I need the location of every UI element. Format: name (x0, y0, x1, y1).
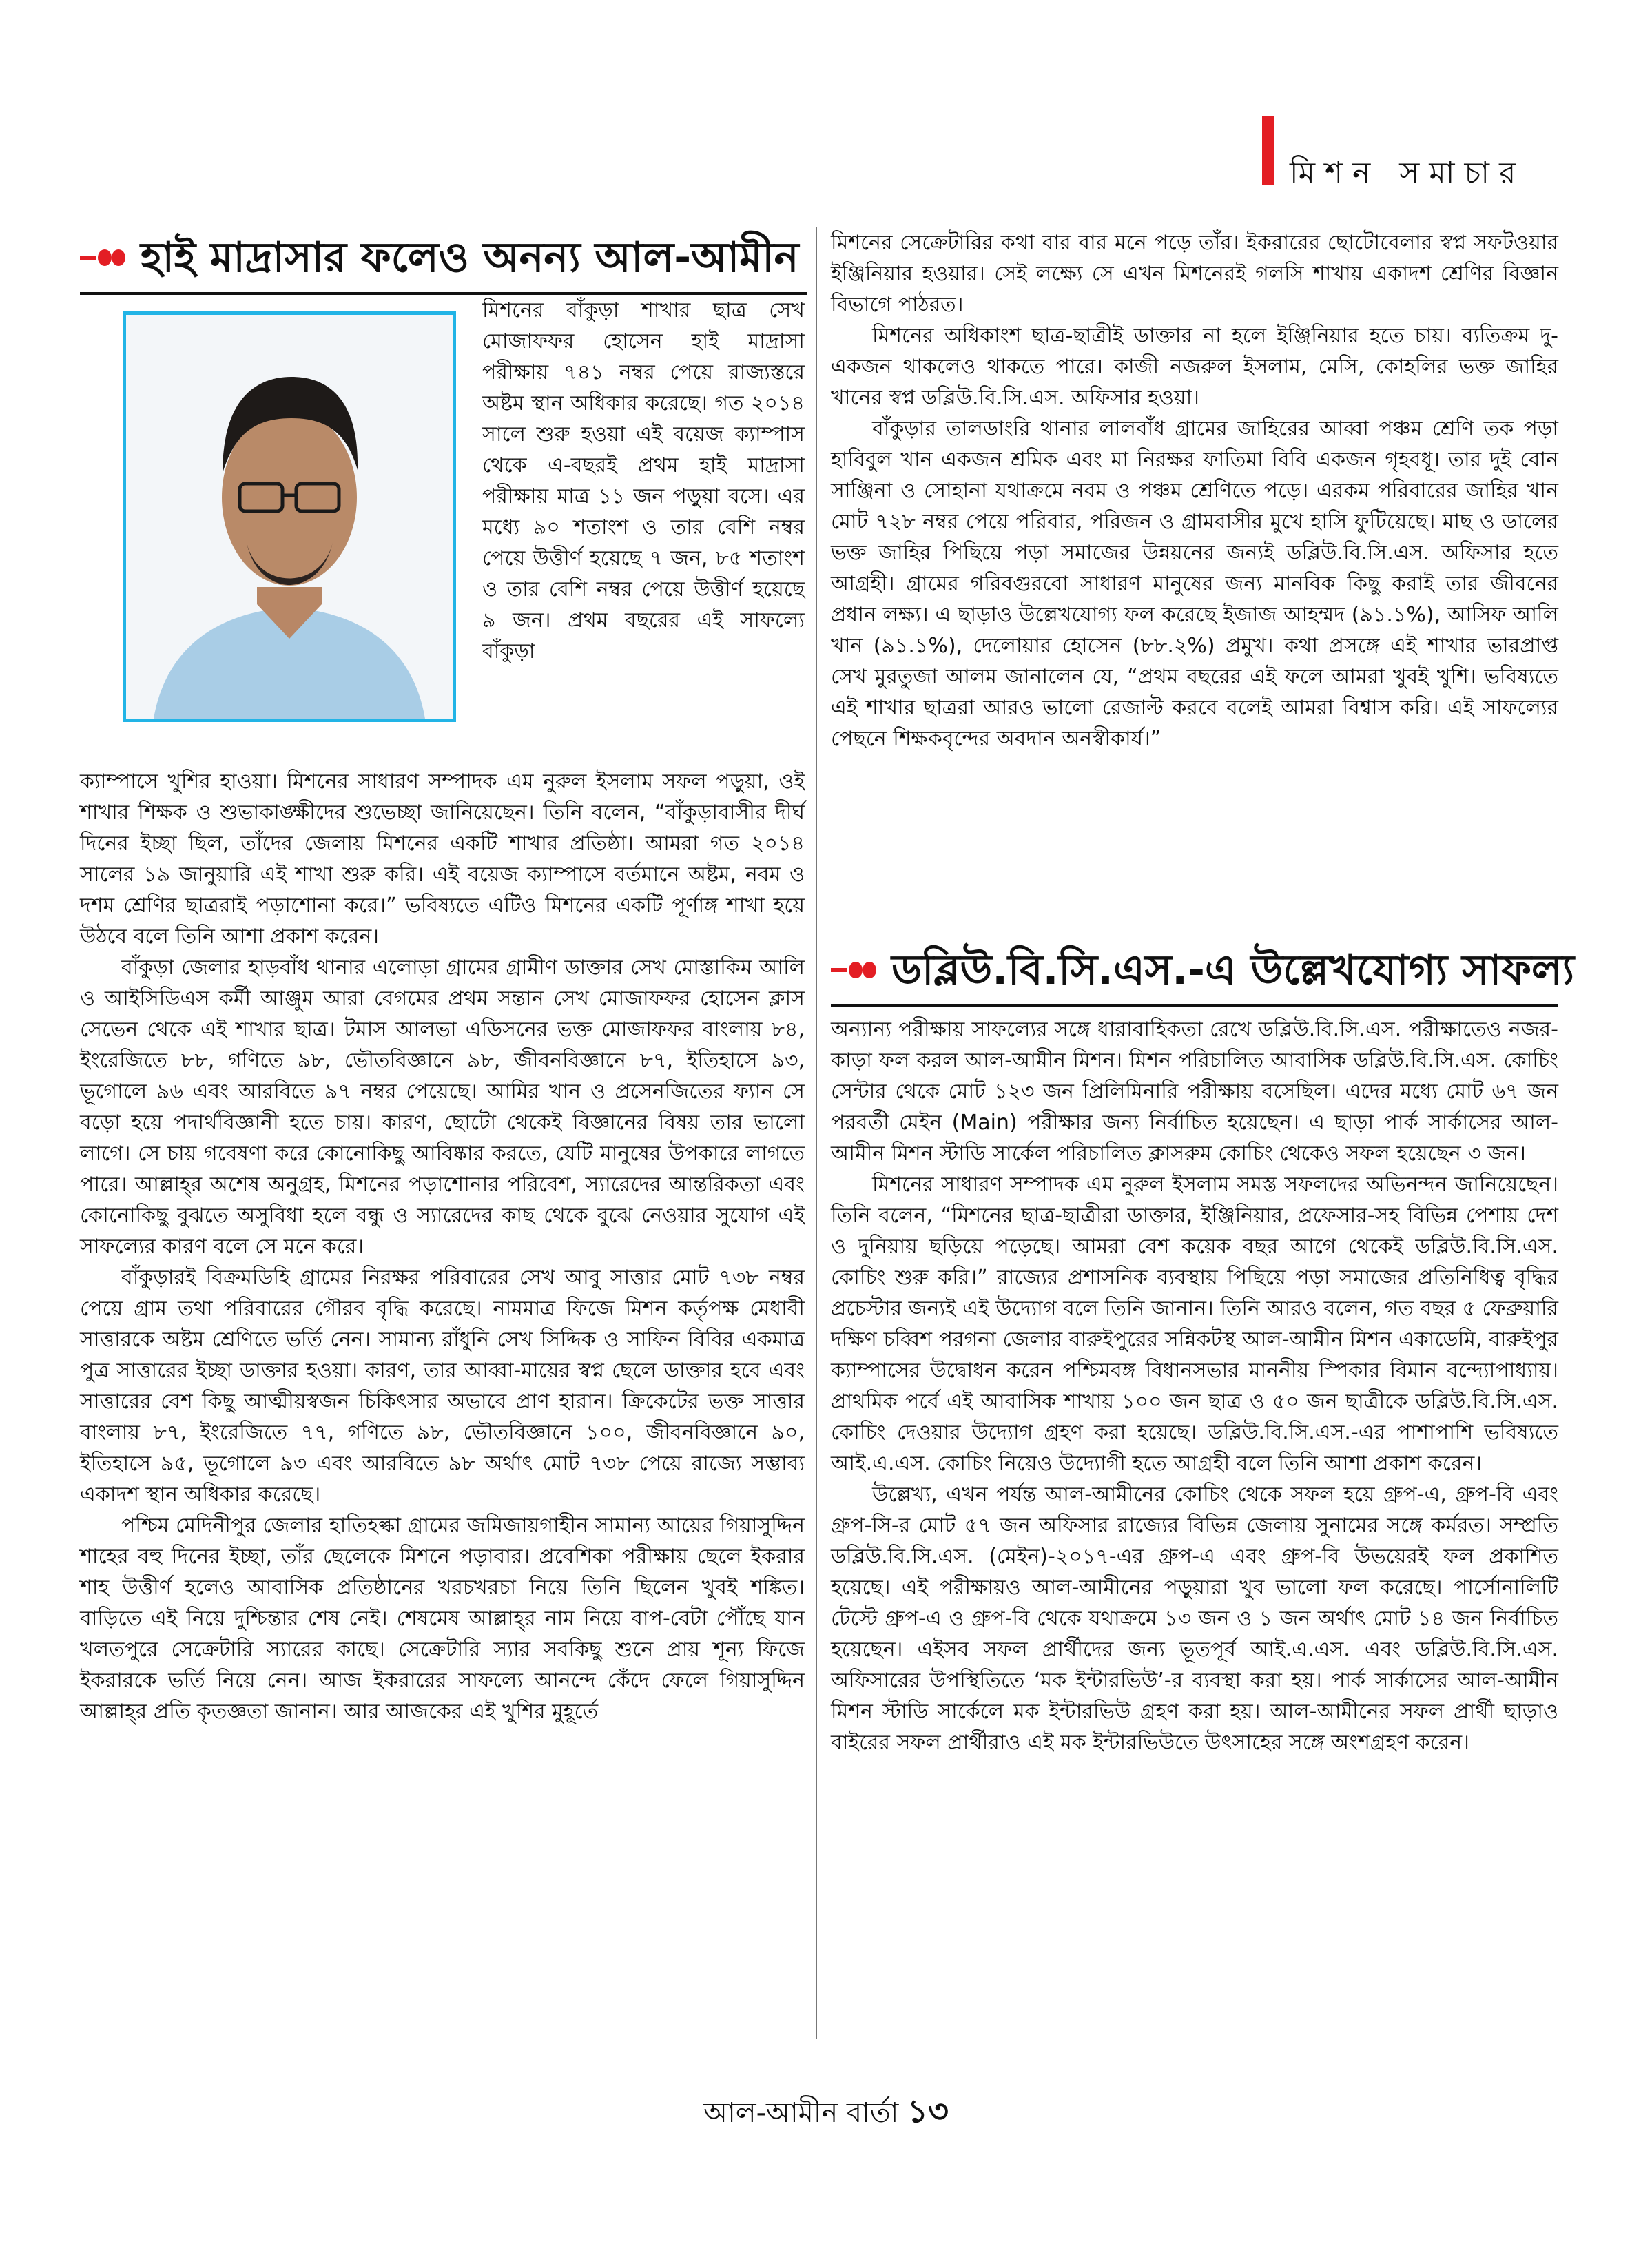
bullet-icon (831, 958, 879, 982)
article1-right-column (831, 227, 1558, 754)
column-divider (816, 227, 817, 2039)
article2-para1: অন্যান্য পরীক্ষায় সাফল্যের সঙ্গে ধারাবাহিকতা রেখে ডব্লিউ.বি.সি.এস. পরীক্ষাতেও নজর-কাড়া ফল করল আল-আমীন মিশন। মিশন পরিচালিত আবাসিক ডব্লিউ.বি.সি.এস. কোচিং সেন্টার থেকে মোট ১২৩ জন প্রিলিমিনারি পরীক্ষায় বসেছিল। এদের মধ্যে মোট ৬৭ জন পরবর্তী মেইন (Main) পরীক্ষার জন্য নির্বাচিত হয়েছেন। এ ছাড়া পার্ক সার্কাসের আল-আমীন মিশন স্টাডি সার্কেল পরিচালিত ক্লাসরুম কোচিং থেকেও সফল হয়েছেন ৩ জন। (831, 1018, 1558, 1166)
article1-para4: পশ্চিম মেদিনীপুর জেলার হাতিহল্কা গ্রামের জমিজায়গাহীন সামান্য আয়ের গিয়াসুদ্দিন শাহের বহু দিনের ইচ্ছা, তাঁর ছেলেকে মিশনে পড়াবার। প্রবেশিকা পরীক্ষায় ছেলে ইকরার শাহ উত্তীর্ণ হলেও আবাসিক প্রতিষ্ঠানের খরচখরচা নিয়ে তিনি ছিলেন খুবই শঙ্কিত। বাড়িতে এই নিয়ে দুশ্চিন্তার শেষ নেই। শেষমেষ আল্লাহ্‌র নাম নিয়ে বাপ-বেটা পৌঁছে যান খলতপুরে সেক্রেটারি স্যারের কাছে। সেক্রেটারি স্যার সবকিছু শুনে প্রায় শূন্য ফিজে ইকরারকে ভর্তি নিয়ে নেন। আজ ইকরারের সাফল্যে আনন্দে কেঁদে ফেলে গিয়াসুদ্দিন আল্লাহ্‌র প্রতি কৃতজ্ঞতা জানান। আর আজকের এই খুশির মুহূর্তে (80, 1514, 805, 1724)
article1-wrap-text (482, 295, 805, 667)
article1-para5: মিশনের অধিকাংশ ছাত্র-ছাত্রীই ডাক্তার না হলে ইঞ্জিনিয়ার হতে চায়। ব্যতিক্রম দু-একজন থাকলেও থাকতে পারে। কাজী নজরুল ইসলাম, মেসি, কোহলির ভক্ত জাহির খানের স্বপ্ন ডব্লিউ.বি.সি.এস. অফিসার হওয়া। (831, 324, 1558, 410)
article2-headline (831, 946, 1575, 994)
article1-headline-text: হাই মাদ্রাসার ফলেও অনন্য আল-আমীন (141, 234, 799, 282)
article1-para3: বাঁকুড়ারই বিক্রমডিহি গ্রামের নিরক্ষর পরিবারের সেখ আবু সাত্তার মোট ৭৩৮ নম্বর পেয়ে গ্রাম তথা পরিবারের গৌরব বৃদ্ধি করেছে। নামমাত্র ফিজে মিশন কর্তৃপক্ষ মেধাবী সাত্তারকে অষ্টম শ্রেণিতে ভর্তি নেন। সামান্য রাঁধুনি সেখ সিদ্দিক ও সাফিন বিবির একমাত্র পুত্র সাত্তারের ইচ্ছা ডাক্তার হওয়া। কারণ, তার আব্বা-মায়ের স্বপ্ন ছেলে ডাক্তার হবে এবং সাত্তারের বেশ কিছু আত্মীয়স্বজন চিকিৎসার অভাবে প্রাণ হারান। ক্রিকেটের ভক্ত সাত্তার বাংলায় ৮৭, ইংরেজিতে ৭৭, গণিতে ৯৮, ভৌতবিজ্ঞানে ১০০, জীবনবিজ্ঞানে ৯০, ইতিহাসে ৯৫, ভূগোলে ৯৩ এবং আরবিতে ৯৮ অর্থাৎ মোট ৭৩৮ পেয়ে রাজ্যে সম্ভাব্য একাদশ স্থান অধিকার করেছে। (80, 1266, 805, 1507)
article2-para3: উল্লেখ্য, এখন পর্যন্ত আল-আমীনের কোচিং থেকে সফল হয়ে গ্রুপ-এ, গ্রুপ-বি এবং গ্রুপ-সি-র মোট ৫৭ জন অফিসার রাজ্যের বিভিন্ন জেলায় সুনামের সঙ্গে কর্মরত। সম্প্রতি ডব্লিউ.বি.সি.এস. (মেইন)-২০১৭-এর গ্রুপ-এ এবং গ্রুপ-বি উভয়েরই ফল প্রকাশিত হয়েছে। এই পরীক্ষায়ও আল-আমীনের পড়ুয়ারা খুব ভালো ফল করেছে। পার্সোনালিটি টেস্টে গ্রুপ-এ ও গ্রুপ-বি থেকে যথাক্রমে ১৩ জন ও ১ জন অর্থাৎ মোট ১৪ জন নির্বাচিত হয়েছেন। এইসব সফল প্রার্থীদের জন্য ভূতপূর্ব আই.এ.এস. এবং ডব্লিউ.বি.সি.এস. অফিসারের উপস্থিতিতে ‘মক ইন্টারভিউ’-র ব্যবস্থা করা হয়। পার্ক সার্কাসের আল-আমীন মিশন স্টাডি সার্কেলে মক ইন্টারভিউ গ্রহণ করা হয়। আল-আমীনের সফল প্রার্থী ছাড়াও বাইরের সফল প্রার্থীরাও এই মক ইন্টারভিউতে উৎসাহের সঙ্গে অংশগ্রহণ করেন। (831, 1483, 1558, 1755)
student-portrait-icon (126, 315, 453, 719)
page-footer (0, 2088, 1652, 2140)
section-tag-label: মিশন সমাচার (1290, 156, 1526, 191)
article1-left-column (80, 766, 805, 1727)
article2-headline-rule (831, 1004, 1558, 1007)
article1-para1-start: মিশনের বাঁকুড়া শাখার ছাত্র সেখ মোজাফফর হোসেন হাই মাদ্রাসা পরীক্ষায় ৭৪১ নম্বর পেয়ে রাজ্যস্তরে অষ্টম স্থান অধিকার করেছে। গত ২০১৪ সালে শুরু হওয়া এই বয়েজ ক্যাম্পাস থেকে এ-বছরই প্রথম হাই মাদ্রাসা পরীক্ষায় মাত্র ১১ জন পড়ুয়া বসে। এর মধ্যে ৯০ শতাংশ ও তার বেশি নম্বর পেয়ে উত্তীর্ণ হয়েছে ৭ জন, ৮৫ শতাংশ ও তার বেশি নম্বর পেয়ে উত্তীর্ণ হয়েছে ৯ জন। প্রথম বছরের এই সাফল্যে বাঁকুড়া (482, 298, 805, 663)
article1-para2: বাঁকুড়া জেলার হাড়বাঁধ থানার এলোড়া গ্রামের গ্রামীণ ডাক্তার সেখ মোস্তাকিম আলি ও আইসিডিএস কর্মী আঞ্জুম আরা বেগমের প্রথম সন্তান সেখ মোজাফফর হোসেন ক্লাস সেভেন থেকে এই শাখার ছাত্র। টমাস আলভা এডিসনের ভক্ত মোজাফফর বাংলায় ৮৪, ইংরেজিতে ৮৮, গণিতে ৯৮, ভৌতবিজ্ঞানে ৯৮, জীবনবিজ্ঞানে ৮৭, ইতিহাসে ৯৩, ভূগোলে ৯৬ এবং আরবিতে ৯৭ নম্বর পেয়েছে। আমির খান ও প্রসেনজিতের ফ্যান সে বড়ো হয়ে পদার্থবিজ্ঞানী হতে চায়। কারণ, ছোটো থেকেই বিজ্ঞানের বিষয় তার ভালো লাগে। সে চায় গবেষণা করে কোনোকিছু আবিষ্কার করতে, যেটি মানুষের উপকারে লাগতে পারে। আল্লাহ্‌র অশেষ অনুগ্রহ, মিশনের পড়াশোনার পরিবেশ, স্যারেদের আন্তরিকতা এবং কোনোকিছু বুঝতে অসুবিধা হলে বন্ধু ও স্যারেদের কাছ থেকে বুঝে নেওয়ার সুযোগ এই সাফল্যের কারণ বলে সে মনে করে। (80, 956, 805, 1259)
page-number: ১৩ (907, 2092, 949, 2130)
article1-headline (80, 234, 799, 282)
section-tag-bar (1262, 116, 1274, 185)
section-tag (1262, 116, 1652, 191)
article1-para6: বাঁকুড়ার তালডাংরি থানার লালবাঁধ গ্রামের জাহিরের আব্বা পঞ্চম শ্রেণি তক পড়া হাবিবুল খান একজন শ্রমিক এবং মা নিরক্ষর ফাতিমা বিবি একজন গৃহবধূ। তার দুই বোন সাঞ্জিনা ও সোহানা যথাক্রমে নবম ও পঞ্চম শ্রেণিতে পড়ে। এরকম পরিবারের জাহির খান মোট ৭২৮ নম্বর পেয়ে পরিবার, পরিজন ও গ্রামবাসীর মুখে হাসি ফুটিয়েছে। মাছ ও ডালের ভক্ত জাহির পিছিয়ে পড়া সমাজের উন্নয়নের জন্যই ডব্লিউ.বি.সি.এস. অফিসার হতে আগ্রহী। গ্রামের গরিবগুরবো সাধারণ মানুষের জন্য মানবিক কিছু করাই তার জীবনের প্রধান লক্ষ্য। এ ছাড়াও উল্লেখযোগ্য ফল করেছে ইজাজ আহম্মদ (৯১.১%), আসিফ আলি খান (৯১.১%), দেলোয়ার হোসেন (৮৮.২%) প্রমুখ। কথা প্রসঙ্গে এই শাখার ভারপ্রাপ্ত সেখ মুরতুজা আলম জানালেন যে, “প্রথম বছরের এই ফলে আমরা খুবই খুশি। ভবিষ্যতে এই শাখার ছাত্ররা আরও ভালো রেজাল্ট করবে বলেই আমরা বিশ্বাস করি। এই সাফল্যের পেছনে শিক্ষকবৃন্দের অবদান অনস্বীকার্য।” (831, 417, 1558, 751)
bullet-icon (80, 245, 128, 270)
student-photo (123, 311, 456, 722)
article1-para4-cont: মিশনের সেক্রেটারির কথা বার বার মনে পড়ে তাঁর। ইকরারের ছোটোবেলার স্বপ্ন সফটওয়ার ইঞ্জিনিয়ার হওয়ার। সেই লক্ষ্যে সে এখন মিশনেরই গলসি শাখায় একাদশ শ্রেণির বিজ্ঞান বিভাগে পাঠরত। (831, 231, 1558, 317)
article2-body (831, 1014, 1558, 1758)
article2-headline-text: ডব্লিউ.বি.সি.এস.-এ উল্লেখযোগ্য সাফল্য (891, 946, 1575, 994)
footer-magazine-name: আল-আমীন বার্তা (703, 2097, 899, 2129)
article1-para1-cont: ক্যাম্পাসে খুশির হাওয়া। মিশনের সাধারণ সম্পাদক এম নুরুল ইসলাম সফল পড়ুয়া, ওই শাখার শিক্ষক ও শুভাকাঙ্ক্ষীদের শুভেচ্ছা জানিয়েছেন। তিনি বলেন, “বাঁকুড়াবাসীর দীর্ঘ দিনের ইচ্ছা ছিল, তাঁদের জেলায় মিশনের একটি শাখার প্রতিষ্ঠা। আমরা গত ২০১৪ সালের ১৯ জানুয়ারি এই শাখা শুরু করি। এই বয়েজ ক্যাম্পাসে বর্তমানে অষ্টম, নবম ও দশম শ্রেণির ছাত্ররাই পড়াশোনা করে।” ভবিষ্যতে এটিও মিশনের একটি পূর্ণাঙ্গ শাখা হয়ে উঠবে বলে তিনি আশা প্রকাশ করেন। (80, 770, 805, 949)
article2-para2: মিশনের সাধারণ সম্পাদক এম নুরুল ইসলাম সমস্ত সফলদের অভিনন্দন জানিয়েছেন। তিনি বলেন, “মিশনের ছাত্র-ছাত্রীরা ডাক্তার, ইঞ্জিনিয়ার, প্রফেসার-সহ বিভিন্ন পেশায় দেশ ও দুনিয়ায় ছড়িয়ে পড়েছে। আমরা বেশ কয়েক বছর আগে থেকেই ডব্লিউ.বি.সি.এস. কোচিং শুরু করি।” রাজ্যের প্রশাসনিক ব্যবস্থায় পিছিয়ে পড়া সমাজের প্রতিনিধিত্ব বৃদ্ধির প্রচেস্টার জন্যই এই উদ্যোগ বলে তিনি জানান। তিনি আরও বলেন, গত বছর ৫ ফেব্রুয়ারি দক্ষিণ চব্বিশ পরগনা জেলার বারুইপুরের সন্নিকটস্থ আল-আমীন মিশন একাডেমি, বারুইপুর ক্যাম্পাসের উদ্বোধন করেন পশ্চিমবঙ্গ বিধানসভার মাননীয় স্পিকার বিমান বন্দ্যোপাধ্যায়। প্রাথমিক পর্বে এই আবাসিক শাখায় ১০০ জন ছাত্র ও ৫০ জন ছাত্রীকে ডব্লিউ.বি.সি.এস. কোচিং দেওয়ার উদ্যোগ গ্রহণ করা হয়েছে। ডব্লিউ.বি.সি.এস.-এর পাশাপাশি ভবিষ্যতে আই.এ.এস. কোচিং নিয়েও উদ্যোগী হতে আগ্রহী বলে তিনি আশা প্রকাশ করেন। (831, 1173, 1558, 1476)
